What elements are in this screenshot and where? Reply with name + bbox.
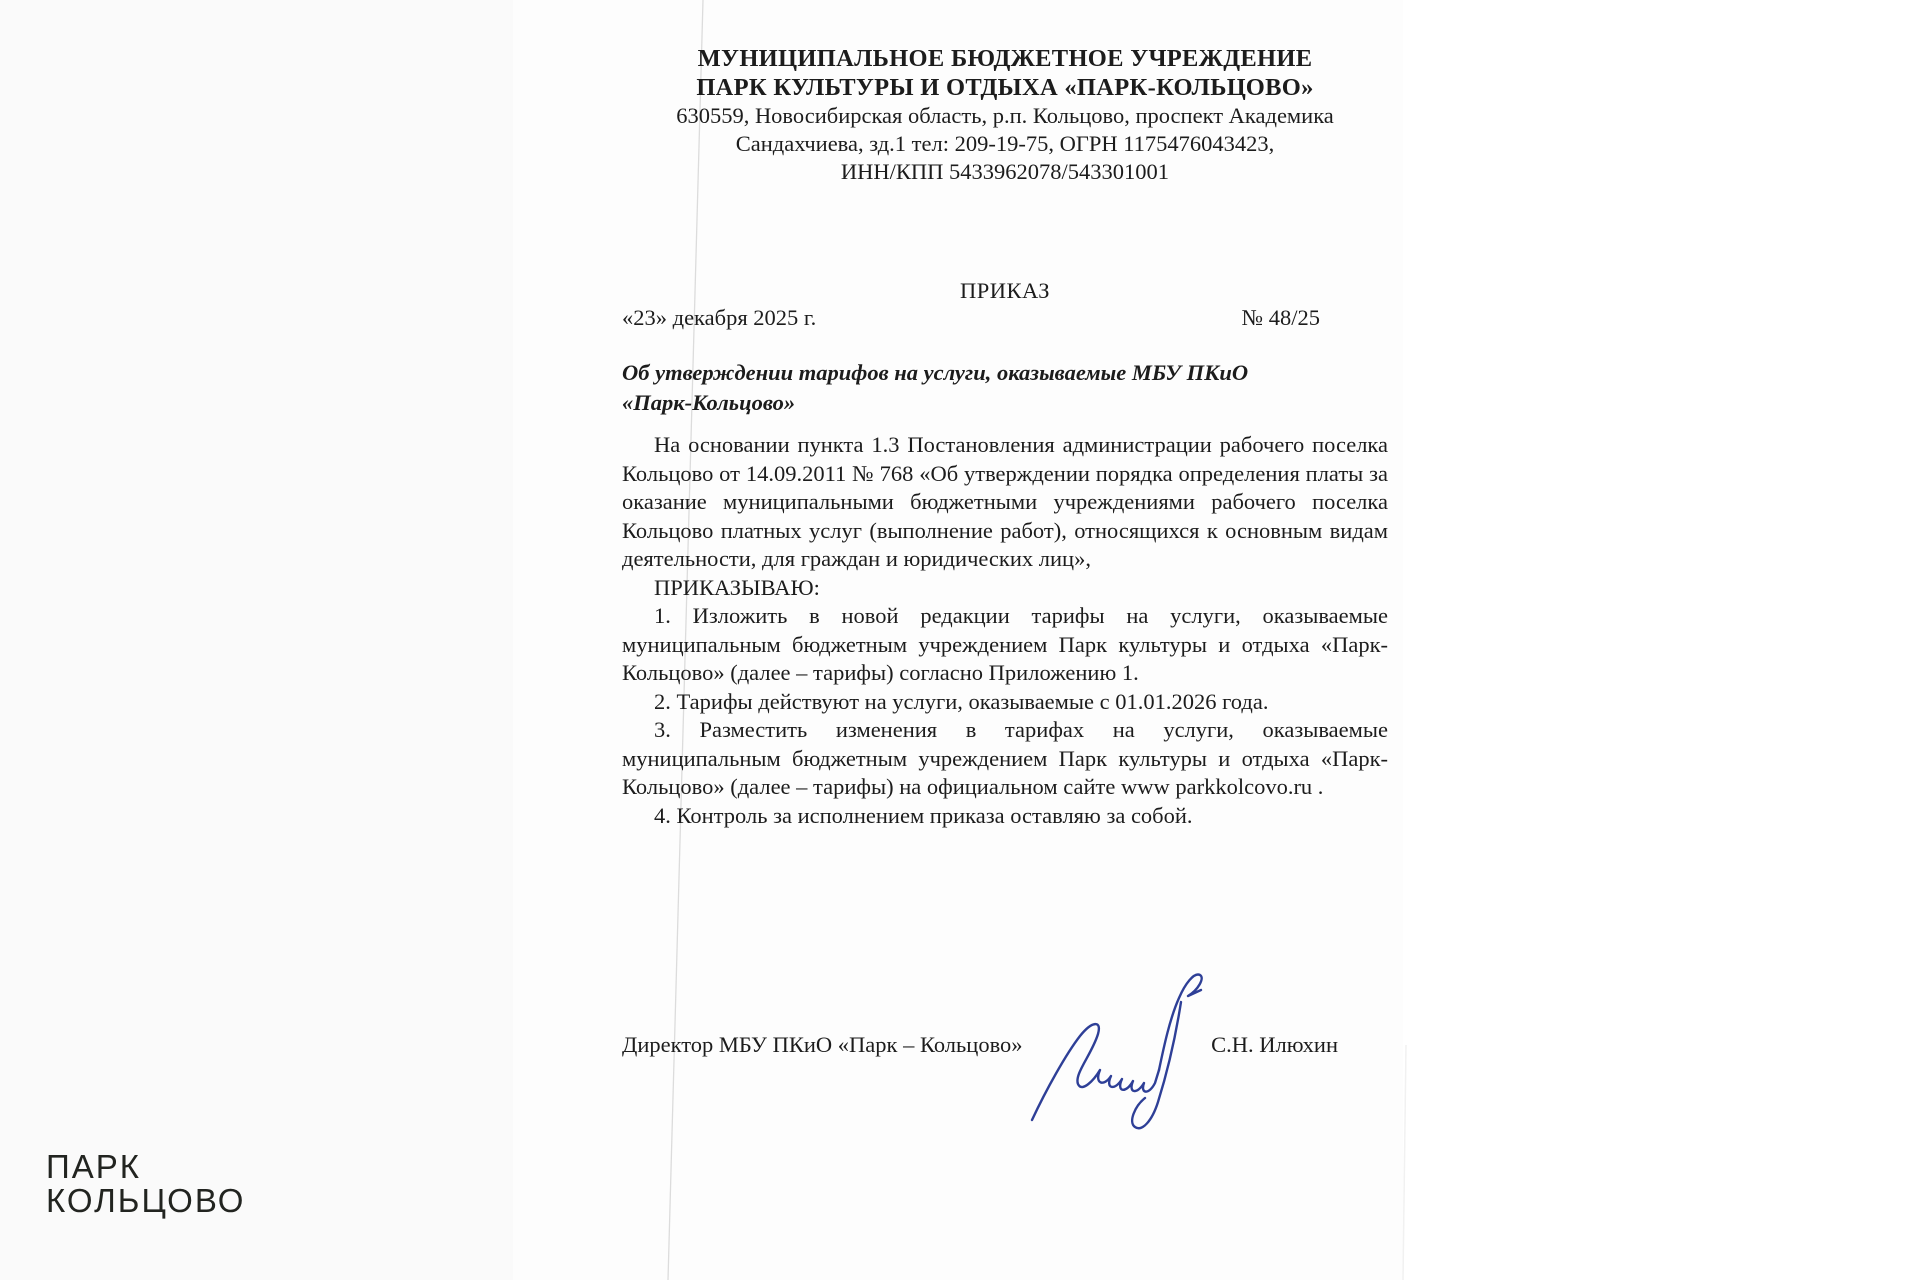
logo-line2: КОЛЬЦОВО — [46, 1182, 246, 1219]
org-address-line1: 630559, Новосибирская область, р.п. Кольцово, проспект Академика — [676, 103, 1334, 128]
signature-row — [622, 1032, 1388, 1058]
logo-line1: ПАРК — [46, 1148, 141, 1185]
org-name-line2: ПАРК КУЛЬТУРЫ И ОТДЫХА «ПАРК-КОЛЬЦОВО» — [696, 74, 1314, 101]
order-item-3: 3. Разместить изменения в тарифах на услуги, оказываемые муниципальным бюджетным учреждением Парк культуры и отдыха «Парк-Кольцово» (далее – тарифы) на официальном сайте www parkkolcovo.ru . — [622, 717, 1388, 799]
order-item-2: 2. Тарифы действуют на услуги, оказываемые с 01.01.2026 года. — [654, 688, 1269, 714]
signer-position: Директор МБУ ПКиО «Парк – Кольцово» — [622, 1032, 1023, 1057]
preamble-paragraph: На основании пункта 1.3 Постановления администрации рабочего поселка Кольцово от 14.09.2011 № 768 «Об утверждении порядка определения платы за оказание муниципальными бюджетными учреждениями рабочего поселка Кольцово платных услуг (выполнение работ), относящихся к основным видам деятельности, для граждан и юридических лиц», — [622, 432, 1388, 571]
order-subject: Об утверждении тарифов на услуги, оказываемые МБУ ПКиО «Парк-Кольцово» — [622, 360, 1249, 415]
order-title: ПРИКАЗ — [960, 278, 1050, 303]
order-date: «23» декабря 2025 г. — [622, 305, 817, 330]
org-address-line2: Сандахчиева, зд.1 тел: 209-19-75, ОГРН 1175476043423, — [735, 131, 1275, 156]
order-item-4: 4. Контроль за исполнением приказа оставляю за собой. — [654, 802, 1193, 828]
org-inn-kpp: ИНН/КПП 5433962078/543301001 — [840, 159, 1170, 184]
directive-word: ПРИКАЗЫВАЮ: — [654, 574, 820, 600]
park-kolcovo-logo — [46, 1150, 245, 1218]
signer-name: С.Н. Илюхин — [1211, 1032, 1338, 1057]
order-number: № 48/25 — [1241, 305, 1320, 330]
date-number-row — [622, 305, 1388, 331]
handwritten-signature — [1018, 962, 1203, 1147]
org-name-line1: МУНИЦИПАЛЬНОЕ БЮДЖЕТНОЕ УЧРЕЖДЕНИЕ — [697, 45, 1313, 72]
order-body — [622, 431, 1388, 830]
order-item-1: 1. Изложить в новой редакции тарифы на услуги, оказываемые муниципальным бюджетным учреждением Парк культуры и отдыха «Парк-Кольцово» (далее – тарифы) согласно Приложению 1. — [622, 603, 1388, 685]
letterhead — [622, 44, 1388, 186]
